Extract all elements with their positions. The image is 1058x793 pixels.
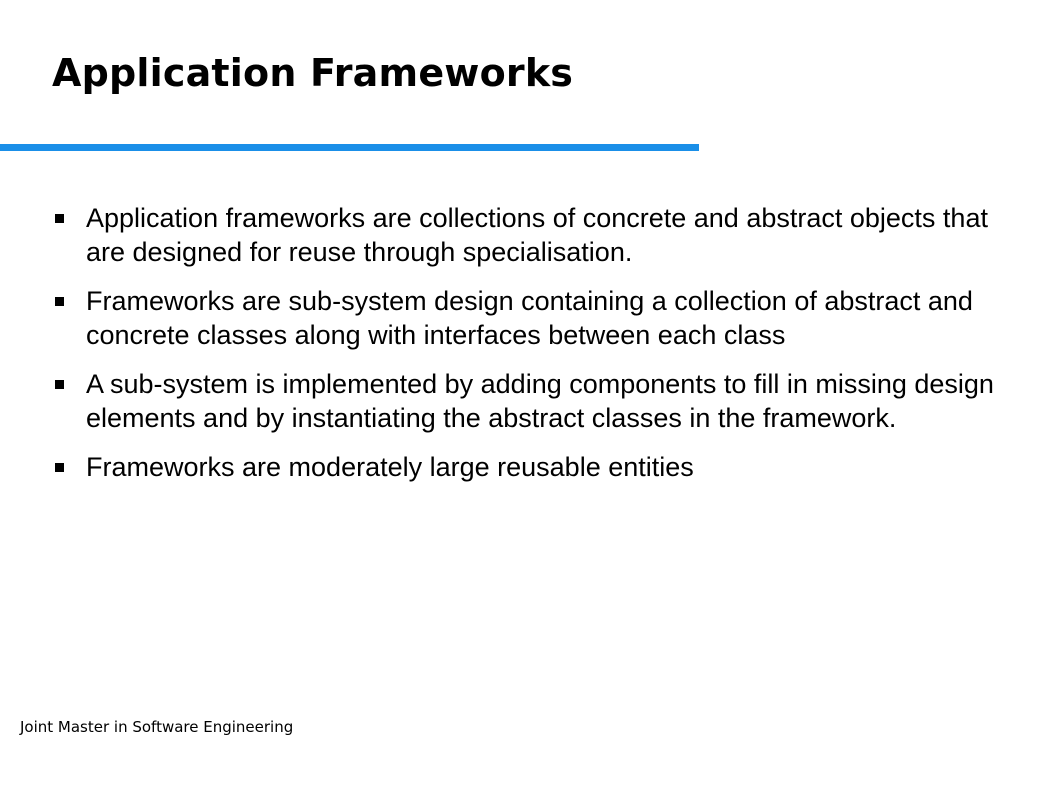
- square-bullet-icon: [55, 463, 64, 472]
- bullet-text: Frameworks are moderately large reusable entities: [86, 452, 694, 482]
- bullet-text: Frameworks are sub-system design containing a collection of abstract and concrete classes along with interfaces between each class: [86, 286, 973, 350]
- list-item: [52, 284, 997, 352]
- list-item: [52, 367, 997, 435]
- list-item: [52, 201, 997, 269]
- list-item: [52, 450, 997, 484]
- bullet-text: Application frameworks are collections of concrete and abstract objects that are designed for reuse through specialisation.: [86, 203, 988, 267]
- bullet-list: [52, 201, 997, 499]
- square-bullet-icon: [55, 380, 64, 389]
- title-underline: [0, 144, 699, 151]
- square-bullet-icon: [55, 214, 64, 223]
- square-bullet-icon: [55, 297, 64, 306]
- page-title: Application Frameworks: [52, 51, 574, 95]
- footer-text: Joint Master in Software Engineering: [20, 718, 294, 736]
- bullet-text: A sub-system is implemented by adding components to fill in missing design elements and by instantiating the abstract classes in the framework.: [86, 369, 994, 433]
